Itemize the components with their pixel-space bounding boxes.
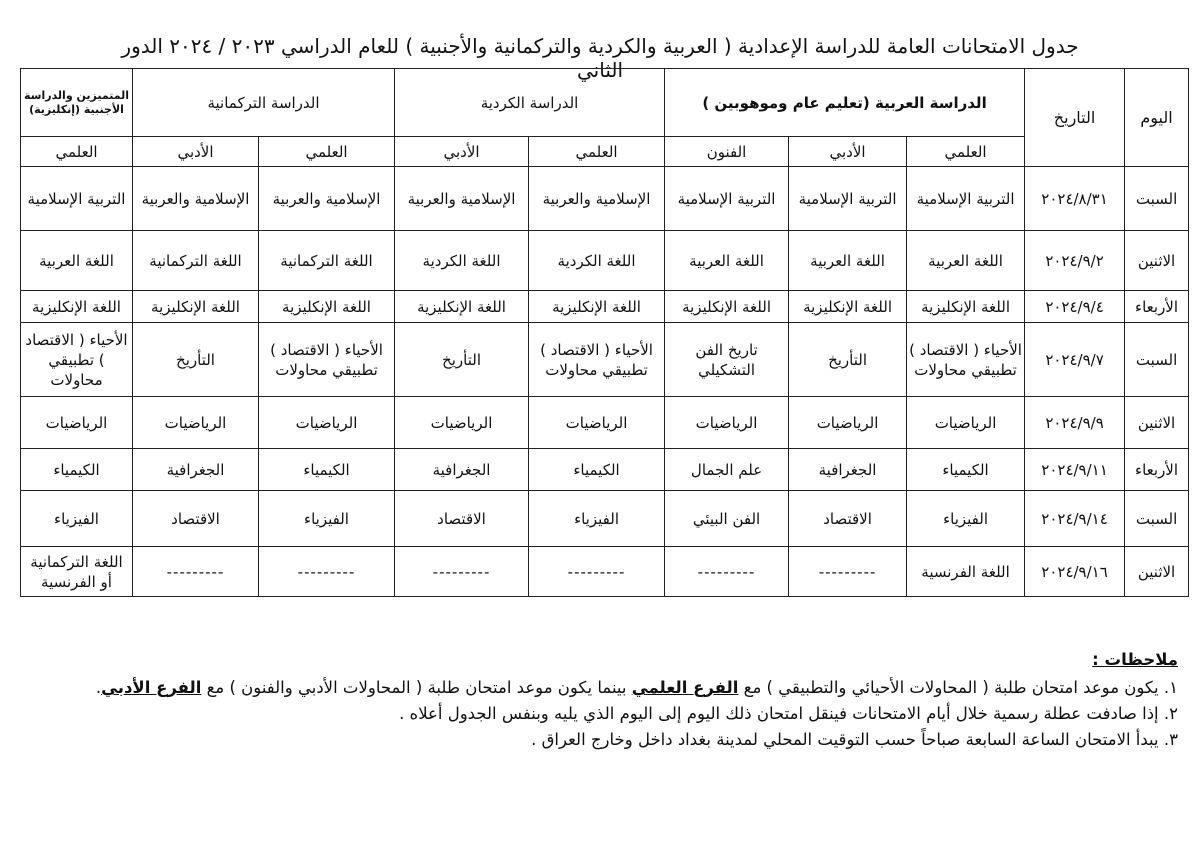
exam-schedule-table [20, 68, 1189, 597]
exam-cell: اللغة الإنكليزية [21, 291, 133, 323]
exam-cell: الرياضيات [529, 397, 665, 449]
exam-cell: اللغة العربية [789, 231, 907, 291]
exam-cell: اللغة الإنكليزية [395, 291, 529, 323]
exam-cell: اللغة التركمانية [133, 231, 259, 291]
subheader-branch: الفنون [665, 137, 789, 167]
subheader-branch: العلمي [529, 137, 665, 167]
exam-cell: الرياضيات [789, 397, 907, 449]
day-cell: السبت [1125, 167, 1189, 231]
page-title: جدول الامتحانات العامة للدراسة الإعدادية ( العربية والكردية والتركمانية والأجنبية ) للعام الدراسي ٢٠٢٣ / ٢٠٢٤ الدور الثاني [121, 34, 1079, 82]
exam-cell: الإسلامية والعربية [395, 167, 529, 231]
exam-cell: الإسلامية والعربية [133, 167, 259, 231]
exam-cell: الكيمياء [21, 449, 133, 491]
date-cell: ٢٠٢٤/٩/١١ [1025, 449, 1125, 491]
exam-cell: --------- [529, 547, 665, 597]
exam-cell: الرياضيات [21, 397, 133, 449]
exam-cell: الأحياء ( الاقتصاد ) تطبيقي محاولات [259, 323, 395, 397]
day-cell: الاثنين [1125, 547, 1189, 597]
exam-cell: علم الجمال [665, 449, 789, 491]
header-day: اليوم [1125, 69, 1189, 167]
exam-cell: الرياضيات [907, 397, 1025, 449]
subheader-branch: العلمي [259, 137, 395, 167]
day-cell: السبت [1125, 491, 1189, 547]
exam-cell: الفيزياء [21, 491, 133, 547]
date-cell: ٢٠٢٤/٩/١٤ [1025, 491, 1125, 547]
exam-cell: التأريخ [789, 323, 907, 397]
day-cell: الأربعاء [1125, 291, 1189, 323]
table-row [21, 547, 1189, 597]
exam-cell: اللغة العربية [907, 231, 1025, 291]
exam-cell: الأحياء ( الاقتصاد ) تطبيقي محاولات [907, 323, 1025, 397]
table-row [21, 167, 1189, 231]
exam-cell: الأحياء ( الاقتصاد ) تطبيقي محاولات [21, 323, 133, 397]
exam-cell: --------- [395, 547, 529, 597]
day-cell: الأربعاء [1125, 449, 1189, 491]
exam-cell: التأريخ [395, 323, 529, 397]
exam-cell: التربية الإسلامية [907, 167, 1025, 231]
exam-cell: --------- [789, 547, 907, 597]
exam-cell: الفيزياء [529, 491, 665, 547]
table-row [21, 449, 1189, 491]
exam-cell: الأحياء ( الاقتصاد ) تطبيقي محاولات [529, 323, 665, 397]
subheader-branch: الأدبي [789, 137, 907, 167]
subheader-branch: الأدبي [395, 137, 529, 167]
exam-cell: الرياضيات [259, 397, 395, 449]
exam-cell: الجغرافية [395, 449, 529, 491]
date-cell: ٢٠٢٤/٩/٩ [1025, 397, 1125, 449]
exam-cell: اللغة الإنكليزية [259, 291, 395, 323]
exam-cell: تاريخ الفن التشكيلي [665, 323, 789, 397]
table-row [21, 491, 1189, 547]
header-arabic-study: الدراسة العربية (تعليم عام وموهوبين ) [665, 69, 1025, 137]
exam-cell: اللغة الكردية [529, 231, 665, 291]
exam-cell: اللغة الإنكليزية [529, 291, 665, 323]
exam-cell: الكيمياء [529, 449, 665, 491]
table-row [21, 231, 1189, 291]
exam-cell: التربية الإسلامية [789, 167, 907, 231]
note-1-part: ١. يكون موعد امتحان طلبة ( المحاولات الأحيائي والتطبيقي ) مع [738, 678, 1178, 697]
exam-cell: الاقتصاد [789, 491, 907, 547]
subheader-branch: الأدبي [133, 137, 259, 167]
note-1-part: . [95, 678, 102, 697]
exam-cell: الكيمياء [259, 449, 395, 491]
note-1-literary-branch: الفرع الأدبي [101, 678, 202, 697]
exam-cell: اللغة الإنكليزية [133, 291, 259, 323]
exam-cell: الرياضيات [133, 397, 259, 449]
notes-section [18, 650, 1178, 753]
table-row [21, 397, 1189, 449]
note-1-part: بينما يكون موعد امتحان طلبة ( المحاولات الأدبي والفنون ) مع [201, 678, 632, 697]
exam-cell: اللغة العربية [665, 231, 789, 291]
header-turkmen-study: الدراسة التركمانية [133, 69, 395, 137]
exam-cell: الاقتصاد [133, 491, 259, 547]
exam-cell: التربية الإسلامية [665, 167, 789, 231]
exam-cell: اللغة التركمانية أو الفرنسية [21, 547, 133, 597]
subheader-branch: العلمي [907, 137, 1025, 167]
subheader-branch: العلمي [21, 137, 133, 167]
date-cell: ٢٠٢٤/٩/٢ [1025, 231, 1125, 291]
exam-cell: الكيمياء [907, 449, 1025, 491]
exam-cell: الإسلامية والعربية [529, 167, 665, 231]
exam-cell: اللغة التركمانية [259, 231, 395, 291]
exam-cell: الرياضيات [665, 397, 789, 449]
exam-cell: اللغة الإنكليزية [789, 291, 907, 323]
header-kurdish-study: الدراسة الكردية [395, 69, 665, 137]
day-cell: الاثنين [1125, 397, 1189, 449]
exam-cell: اللغة العربية [21, 231, 133, 291]
exam-cell: الإسلامية والعربية [259, 167, 395, 231]
exam-cell: اللغة الإنكليزية [907, 291, 1025, 323]
exam-cell: اللغة الفرنسية [907, 547, 1025, 597]
exam-cell: الفن البيئي [665, 491, 789, 547]
date-cell: ٢٠٢٤/٨/٣١ [1025, 167, 1125, 231]
exam-cell: اللغة الإنكليزية [665, 291, 789, 323]
exam-cell: الفيزياء [907, 491, 1025, 547]
exam-cell: الجغرافية [133, 449, 259, 491]
day-cell: الاثنين [1125, 231, 1189, 291]
header-date: التاريخ [1025, 69, 1125, 167]
exam-cell: التأريخ [133, 323, 259, 397]
table-row [21, 323, 1189, 397]
note-1-scientific-branch: الفرع العلمي [631, 678, 739, 697]
notes-title: ملاحظات : [1092, 650, 1178, 669]
note-2: ٢. إذا صادفت عطلة رسمية خلال أيام الامتحانات فينقل امتحان ذلك اليوم إلى اليوم الذي يليه وبنفس الجدول أعلاه . [399, 704, 1178, 723]
date-cell: ٢٠٢٤/٩/٧ [1025, 323, 1125, 397]
date-cell: ٢٠٢٤/٩/١٦ [1025, 547, 1125, 597]
exam-cell: --------- [133, 547, 259, 597]
exam-cell: --------- [259, 547, 395, 597]
exam-cell: الاقتصاد [395, 491, 529, 547]
note-3: ٣. يبدأ الامتحان الساعة السابعة صباحاً حسب التوقيت المحلي لمدينة بغداد داخل وخارج العراق . [531, 730, 1178, 749]
exam-cell: التربية الإسلامية [21, 167, 133, 231]
exam-cell: الجغرافية [789, 449, 907, 491]
table-row [21, 291, 1189, 323]
header-foreign-study: المتميزين والدراسة الأجنبية (إنكليزية) [21, 69, 133, 137]
date-cell: ٢٠٢٤/٩/٤ [1025, 291, 1125, 323]
exam-cell: الرياضيات [395, 397, 529, 449]
exam-cell: --------- [665, 547, 789, 597]
exam-cell: اللغة الكردية [395, 231, 529, 291]
exam-cell: الفيزياء [259, 491, 395, 547]
day-cell: السبت [1125, 323, 1189, 397]
note-1 [18, 675, 1178, 701]
